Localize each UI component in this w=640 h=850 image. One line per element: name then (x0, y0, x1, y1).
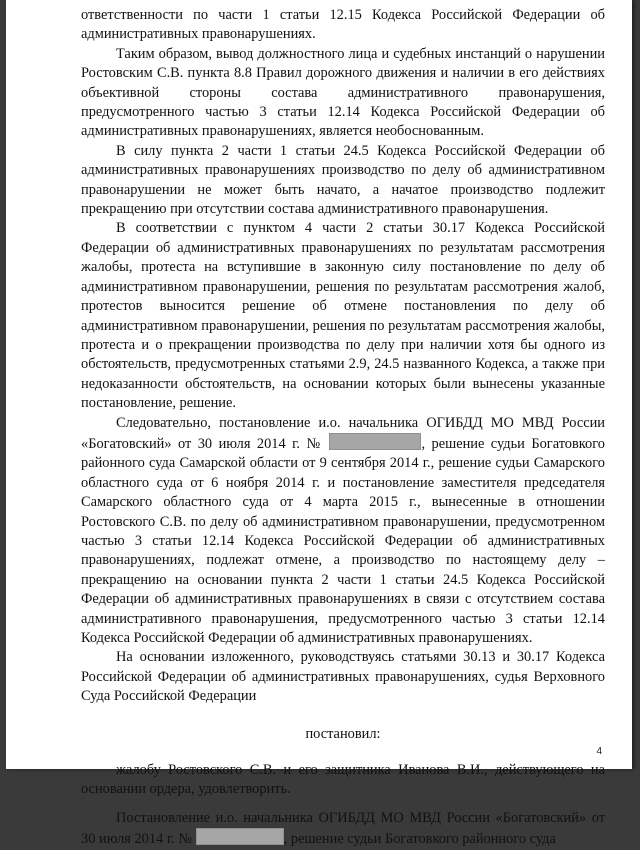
paragraph: В силу пункта 2 части 1 статьи 24.5 Кодекса Российской Федерации об административных правонарушениях производство по делу об административном правонарушении не может быть начато, а начатое производство подлежит прекращению при отсутствии состава административного правонарушения. (81, 142, 605, 218)
redacted-number (329, 433, 421, 450)
paragraph: В соответствии с пунктом 4 части 2 статьи 30.17 Кодекса Российской Федерации об административных правонарушениях по результатам рассмотрения жалобы, протеста на вступившие в законную силу постановление по делу об административном правонарушении, решения по результатам рассмотрения жалоб, протестов выносится решение об отмене постановления по делу об административном правонарушении, решения по результатам рассмотрения жалобы, протеста и о прекращении производства по делу при наличии хотя бы одного из обстоятельств, предусмотренных статьями 2.9, 24.5 названного Кодекса, а также при недоказанности обстоятельств, на основании которых были вынесены указанные постановление, решение. (81, 220, 605, 412)
paragraph-text: Следовательно, постановление и.о. начальника ОГИБДД МО МВД России «Богатовский» от 30 июля 2014 г. № (81, 414, 605, 452)
paragraph (81, 414, 605, 649)
paragraph (81, 809, 605, 850)
paragraph: жалобу Ростовского С.В. и его защитника Иванова В.И., действующего на основании ордера, удовлетворить. (81, 762, 605, 798)
paragraph-text: Постановление и.о. начальника ОГИБДД МО МВД России «Богатовский» от 30 июля 2014 г. № (81, 809, 605, 848)
paragraph: На основании изложенного, руководствуясь статьями 30.13 и 30.17 Кодекса Российской Федерации об административных правонарушениях, судья Верховного Суда Российской Федерации (81, 649, 605, 705)
paragraph: Таким образом, вывод должностного лица и судебных инстанций о нарушении Ростовским С.В. пункта 8.8 Правил дорожного движения и наличии в его действиях объективной стороны состава административного правонарушения, предусмотренного частью 3 статьи 12.14 Кодекса Российской Федерации об административных правонарушениях, является необоснованным. (81, 45, 605, 140)
section-heading: постановил: (305, 725, 381, 742)
paragraph-text: , решение судьи Богатовкого районного суда Самарской области от 9 сентября 2014 г., решение судьи Самарского областного суда от 6 ноября 2014 г. и постановление заместителя председателя Самарского областного суда от 4 марта 2015 г., вынесенные в отношении Ростовского С.В. по делу об административном правонарушении, предусмотренном частью 3 статьи 12.14 Кодекса Российской Федерации об административных правонарушениях, подлежат отмене, а производство по настоящему делу – прекращению на основании пункта 2 части 1 статьи 24.5 Кодекса Российской Федерации об административных правонарушениях в связи с отсутствием состава административного правонарушения, предусмотренного частью 3 статьи 12.14 Кодекса Российской Федерации об административных правонарушениях. (81, 435, 605, 646)
redacted-number (196, 828, 284, 845)
page-number: 4 (596, 746, 602, 757)
document-page (6, 0, 632, 848)
document-body (81, 6, 605, 850)
paragraph-text: , решение судьи Богатовкого районного суда (283, 831, 556, 848)
paragraph: ответственности по части 1 статьи 12.15 Кодекса Российской Федерации об административных правонарушениях. (81, 7, 605, 43)
